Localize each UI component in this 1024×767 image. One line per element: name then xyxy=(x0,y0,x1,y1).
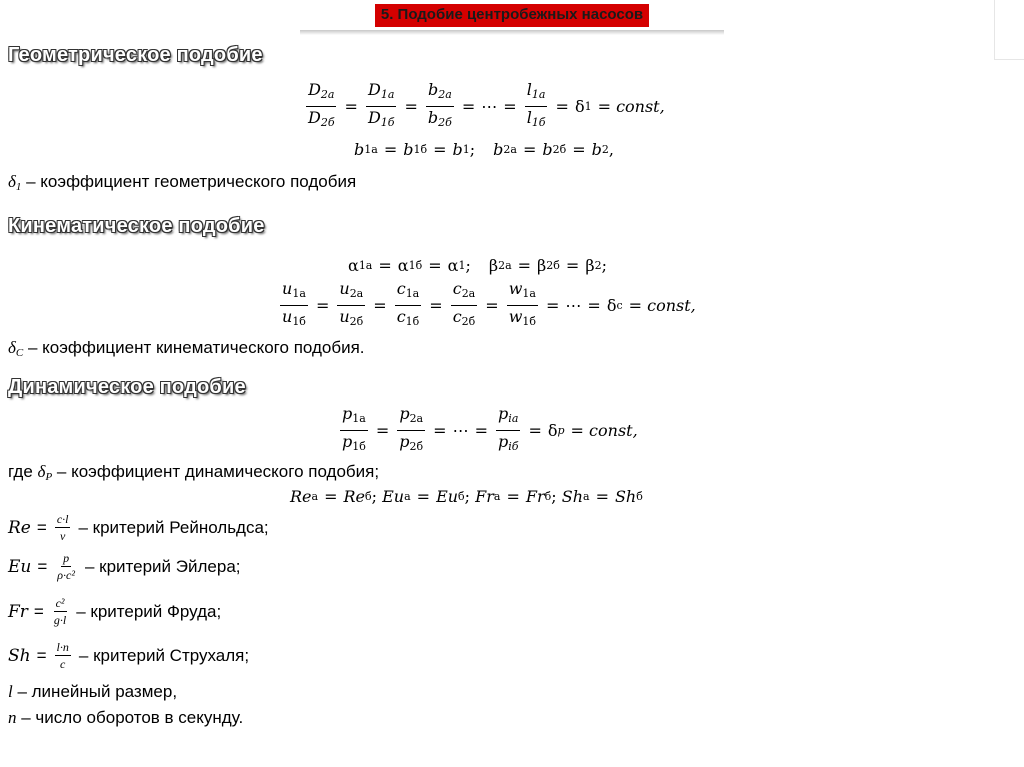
fraction-p2: $\frac{p_{2a}}{p_{2б}}$ xyxy=(399,404,424,453)
fraction-d1: $\frac{D_{1a}}{D_{1б}}$ xyxy=(367,80,395,129)
fraction-c2: $\frac{c_{2a}}{c_{2б}}$ xyxy=(452,279,476,328)
title-shadow xyxy=(300,30,724,35)
criterion-reynolds: Re = $\frac{c\cdot l}{\nu}$ – критерий Рейнольдса; xyxy=(8,512,269,543)
dynamic-pressure-equation: $\frac{p_{1a}}{p_{1б}}$ = $\frac{p_{2a}}{p_{2б}}$ = ⋯ = $\frac{p_{ia}}{p_{iб}}$ = δ p = const, xyxy=(338,404,638,457)
fraction-l1: $\frac{l_{1a}}{l_{1б}}$ xyxy=(526,80,546,129)
fraction-u2: $\frac{u_{2a}}{u_{2б}}$ xyxy=(339,279,364,328)
kinematic-angle-equation: α 1a = α 1б = α 1 ; β 2a = β 2б = β 2 ; xyxy=(348,256,607,275)
legend-rotation-speed: n – число оборотов в секунду. xyxy=(8,708,244,727)
dynamic-note: где $\delta_P$ – коэффициент динамического подобия; xyxy=(8,462,380,483)
kinematic-velocity-equation: $\frac{u_{1a}}{u_{1б}}$ = $\frac{u_{2a}}{u_{2б}}$ = $\frac{c_{1a}}{c_{1б}}$ = $\frac{c_{2a}}{c_{2б}}$ = $\frac{w_{1a}}{w_{1б}}$ = ⋯ = δ c = const, xyxy=(278,279,696,332)
criterion-strouhal: Sh = $\frac{l\cdot n}{c}$ – критерий Струхаля; xyxy=(8,640,250,671)
dynamic-criteria-equality: Re a = Re б ; Eu a = Eu б ; Fr a = Fr б ; Sh a = Sh б xyxy=(290,487,643,506)
slide-title: 5. Подобие центробежных насосов xyxy=(0,4,1024,27)
fraction-u1: $\frac{u_{1a}}{u_{1б}}$ xyxy=(282,279,306,328)
legend-linear-size: l – линейный размер, xyxy=(8,682,178,701)
heading-dynamic: Динамическое подобие xyxy=(8,376,246,398)
heading-kinematic: Кинематическое подобие xyxy=(8,215,265,237)
corner-rule xyxy=(994,59,1024,60)
criterion-froude: Fr = $\frac{\text{c²}}{g\cdot l}$ – критерий Фруда; xyxy=(8,596,222,627)
geometric-ratio-equation: $\frac{D_{2a}}{D_{2б}}$ = $\frac{D_{1a}}{D_{1б}}$ = $\frac{b_{2a}}{b_{2б}}$ = ⋯ = $\frac{l_{1a}}{l_{1б}}$ = δ 1 = const, xyxy=(304,80,665,133)
fraction-w1: $\frac{w_{1a}}{w_{1б}}$ xyxy=(508,279,537,328)
criterion-euler: Eu = $\frac{p}{\text{ρ·c²}}$ – критерий Эйлера; xyxy=(8,551,241,582)
fraction-b2: $\frac{b_{2a}}{b_{2б}}$ xyxy=(427,80,452,129)
fraction-c1: $\frac{c_{1a}}{c_{1б}}$ xyxy=(396,279,420,328)
fraction-pi: $\frac{p_{ia}}{p_{iб}}$ xyxy=(497,404,519,453)
kinematic-note: $\delta_C$ – коэффициент кинематического подобия. xyxy=(8,338,365,359)
heading-geometric: Геометрическое подобие xyxy=(8,44,263,66)
fraction-p1: $\frac{p_{1a}}{p_{1б}}$ xyxy=(342,404,366,453)
fraction-d2: $\frac{D_{2a}}{D_{2б}}$ xyxy=(308,80,335,129)
geometric-note: $\delta_1$ – коэффициент геометрического подобия xyxy=(8,172,357,193)
geometric-width-equation: b 1a = b 1б = b 1 ; b 2a = b 2б = b 2 , xyxy=(354,140,614,159)
